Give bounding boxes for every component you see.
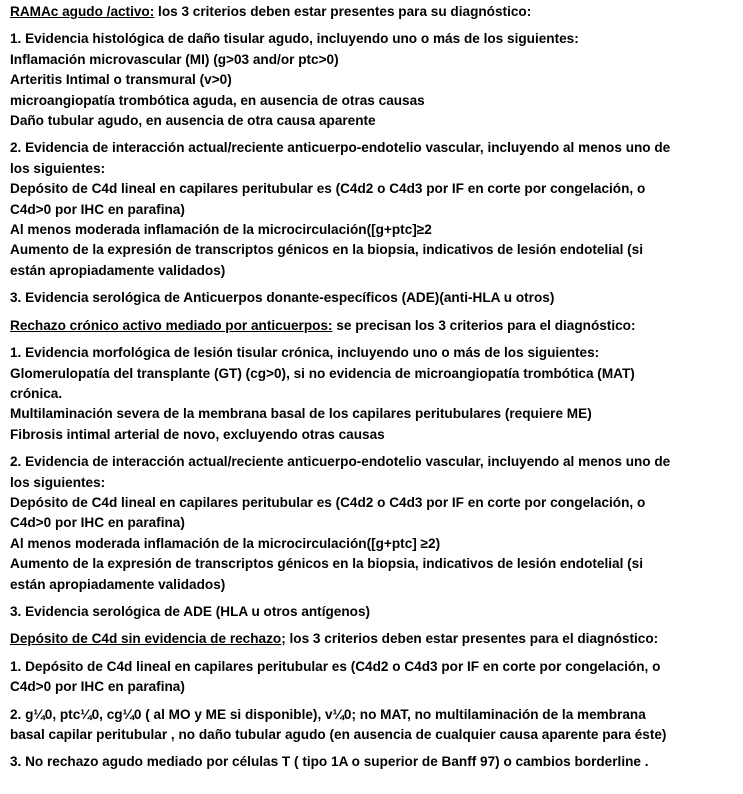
criterion-2 (10, 452, 738, 595)
criterion-header: 3. Evidencia serológica de Anticuerpos donante-específicos (ADE)(anti-HLA u otros) (10, 290, 555, 306)
criterion-header: 2. g¼0, ptc¼0, cg¼0 ( al MO y ME si disponible), v¼0; no MAT, no multilaminación de la membrana (10, 706, 646, 722)
section-heading (10, 2, 738, 22)
section-heading (10, 316, 738, 336)
criteria-document (10, 2, 738, 780)
criterion-header: 3. Evidencia serológica de ADE (HLA u otros antígenos) (10, 603, 371, 619)
section-deposito-c4d (10, 629, 738, 772)
criterion-3 (10, 602, 738, 622)
criterion-item: están apropiadamente validados) (10, 262, 226, 278)
criterion-item: C4d>0 por IHC en parafina) (10, 201, 185, 217)
criterion-item: Al menos moderada inflamación de la microcirculación([g+ptc]≥2 (10, 222, 432, 238)
section-heading (10, 629, 738, 649)
criterion-item: C4d>0 por IHC en parafina) (10, 515, 185, 531)
criterion-3 (10, 752, 738, 772)
criterion-header: 1. Evidencia histológica de daño tisular agudo, incluyendo uno o más de los siguientes: (10, 31, 579, 47)
section-title: Rechazo crónico activo mediado por anticuerpos: (10, 317, 333, 333)
criterion-item: microangiopatía trombótica aguda, en ausencia de otras causas (10, 92, 425, 108)
section-ramac-agudo (10, 2, 738, 309)
criterion-item: Daño tubular agudo, en ausencia de otra causa aparente (10, 113, 376, 129)
criterion-header-cont: los siguientes: (10, 160, 106, 176)
criterion-2 (10, 138, 738, 281)
criterion-1 (10, 29, 738, 131)
criterion-header: 2. Evidencia de interacción actual/reciente anticuerpo-endotelio vascular, incluyendo al menos uno de (10, 140, 671, 156)
criterion-1 (10, 657, 738, 698)
criterion-item: están apropiadamente validados) (10, 576, 226, 592)
section-intro: los 3 criterios deben estar presentes para su diagnóstico: (154, 4, 532, 19)
criterion-item: Inflamación microvascular (MI) (g>03 and/or ptc>0) (10, 51, 339, 67)
criterion-item: C4d>0 por IHC en parafina) (10, 679, 185, 695)
criterion-item: Glomerulopatía del transplante (GT) (cg>0), si no evidencia de microangiopatía trombótica (MAT) (10, 365, 635, 381)
section-title: RAMAc agudo /activo: (10, 4, 155, 19)
criterion-item: Aumento de la expresión de transcriptos génicos en la biopsia, indicativos de lesión endotelial (si (10, 556, 644, 572)
criterion-header: 1. Evidencia morfológica de lesión tisular crónica, incluyendo uno o más de los siguientes: (10, 345, 600, 361)
section-intro: se precisan los 3 criterios para el diagnóstico: (332, 317, 636, 333)
criterion-item: Depósito de C4d lineal en capilares peritubular es (C4d2 o C4d3 por IF en corte por congelación, o (10, 181, 646, 197)
criterion-item: crónica. (10, 385, 63, 401)
section-intro: ; los 3 criterios deben estar presentes para el diagnóstico: (281, 631, 659, 647)
criterion-header: 2. Evidencia de interacción actual/reciente anticuerpo-endotelio vascular, incluyendo al menos uno de (10, 454, 671, 470)
criterion-2 (10, 705, 738, 746)
criterion-item: Arteritis Intimal o transmural (v>0) (10, 72, 232, 88)
criterion-3 (10, 288, 738, 308)
criterion-item: Depósito de C4d lineal en capilares peritubular es (C4d2 o C4d3 por IF en corte por congelación, o (10, 494, 646, 510)
criterion-item: Al menos moderada inflamación de la microcirculación([g+ptc] ≥2) (10, 535, 441, 551)
criterion-item: Multilaminación severa de la membrana basal de los capilares peritubulares (requiere ME) (10, 406, 592, 422)
criterion-header: 1. Depósito de C4d lineal en capilares peritubular es (C4d2 o C4d3 por IF en corte por congelación, o (10, 658, 661, 674)
criterion-item: Fibrosis intimal arterial de novo, excluyendo otras causas (10, 426, 385, 442)
criterion-item: Aumento de la expresión de transcriptos génicos en la biopsia, indicativos de lesión endotelial (si (10, 242, 644, 258)
criterion-1 (10, 343, 738, 445)
section-rechazo-cronico (10, 316, 738, 623)
criterion-header-cont: los siguientes: (10, 474, 106, 490)
section-title: Depósito de C4d sin evidencia de rechazo (10, 631, 282, 647)
criterion-header: 3. No rechazo agudo mediado por células T ( tipo 1A o superior de Banff 97) o cambios borderline . (10, 754, 649, 770)
criterion-item: basal capilar peritubular , no daño tubular agudo (en ausencia de cualquier causa aparente para éste) (10, 727, 667, 742)
